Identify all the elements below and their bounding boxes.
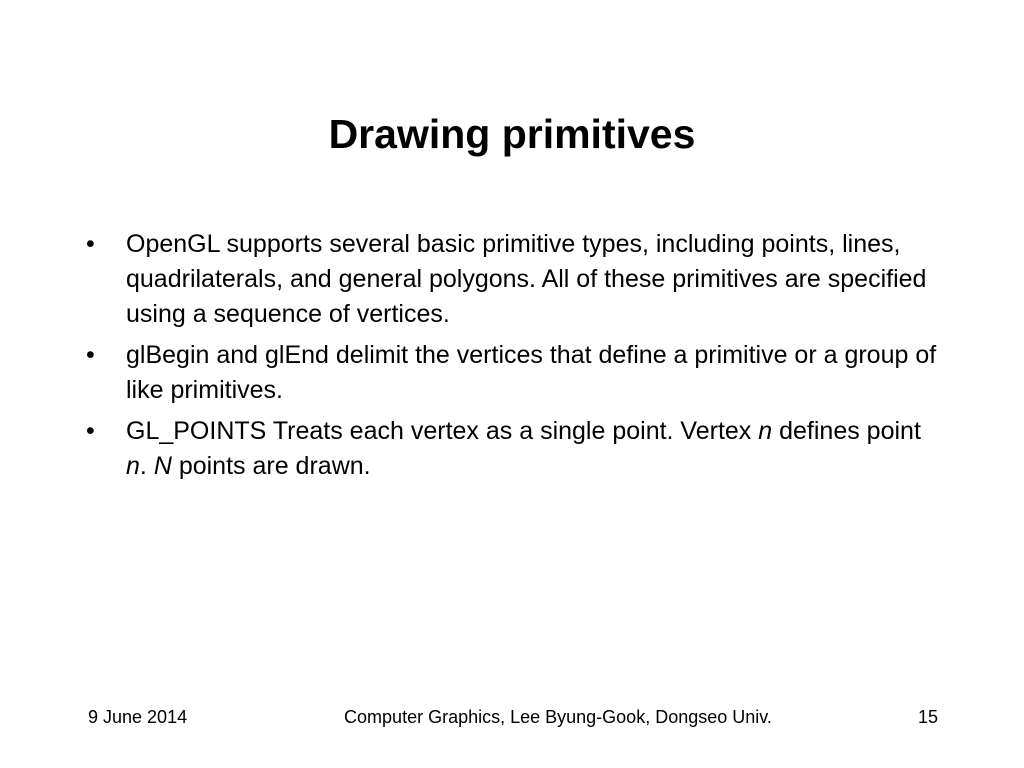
bullet-text: glBegin and glEnd delimit the vertices that define a primitive or a group of like primitives. <box>126 341 937 404</box>
page-number: 15 <box>917 707 938 727</box>
bullet-item <box>86 227 948 332</box>
bullet-item <box>86 338 948 408</box>
bullet-text: OpenGL supports several basic primitive types, including points, lines, quadrilaterals, and general polygons. All of these primitives are specified using a sequence of vertices. <box>126 230 927 328</box>
bullet-item <box>86 414 948 484</box>
slide-title: Drawing primitives <box>328 111 696 157</box>
bullet-list <box>86 227 948 490</box>
bullet-icon: • <box>86 341 95 369</box>
footer-course-info: Computer Graphics, Lee Byung-Gook, Dongseo Univ. <box>344 707 772 727</box>
footer-date: 9 June 2014 <box>88 707 188 727</box>
bullet-icon: • <box>86 417 95 445</box>
bullet-text: GL_POINTS Treats each vertex as a single point. Vertex n defines point n. N points are drawn. <box>126 417 921 480</box>
bullet-icon: • <box>86 230 95 258</box>
